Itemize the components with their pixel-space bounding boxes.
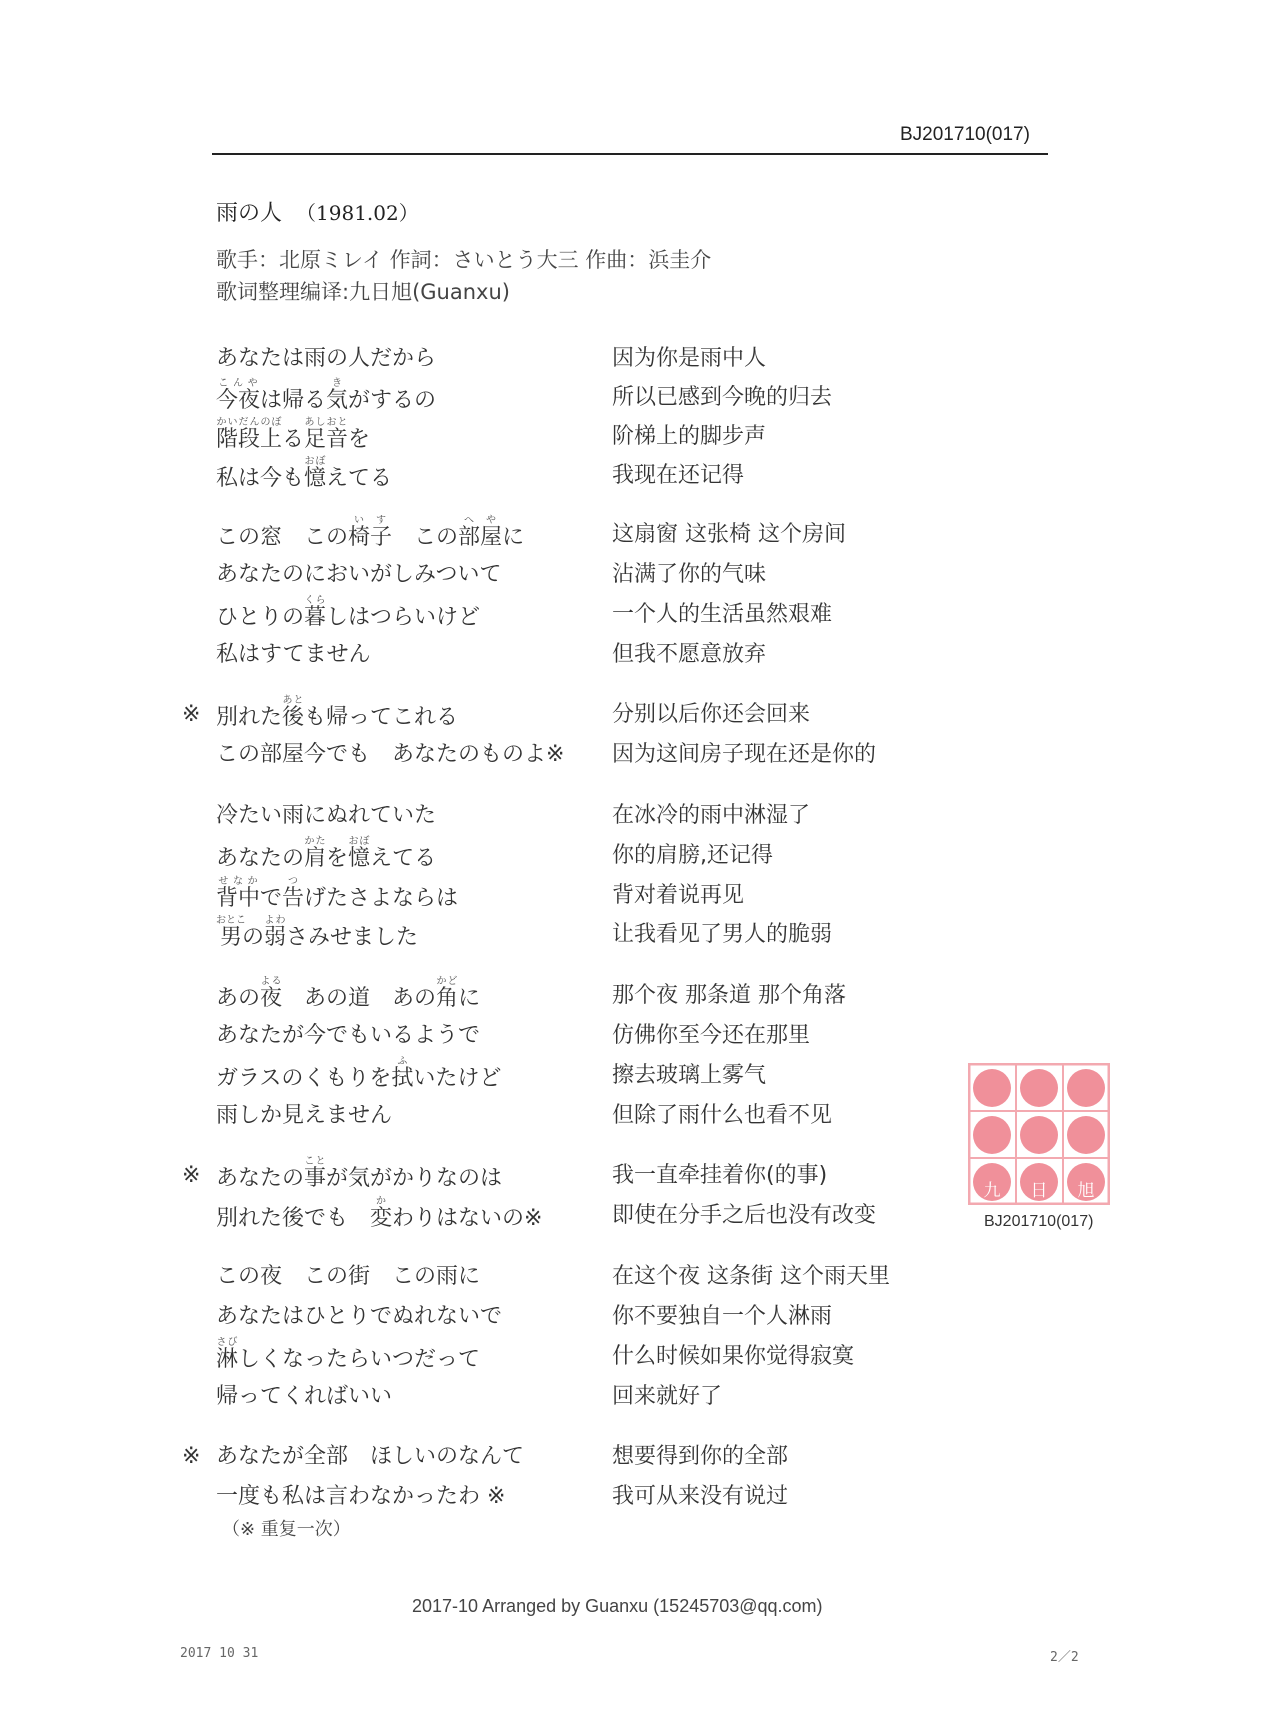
footer-credit: 2017-10 Arranged by Guanxu (15245703@qq.com) <box>412 1596 823 1616</box>
lyric-ja-9: 別れた後あとも帰ってこれる <box>216 695 459 730</box>
song-arranger: 歌词整理编译:九日旭(Guanxu) <box>216 280 510 304</box>
ruby: 部屋へや <box>458 515 503 550</box>
ruby: 拭ふ <box>391 1056 414 1091</box>
seal-dot <box>1067 1116 1105 1154</box>
lyric-zh-19: 我一直牵挂着你(的事) <box>612 1163 828 1188</box>
ruby: 後あと <box>282 695 305 730</box>
lyric-ja-25: あなたが全部 ほしいのなんて <box>216 1444 525 1469</box>
lyric-zh-22: 你不要独自一个人淋雨 <box>612 1304 833 1329</box>
lyric-zh-13: 背对着说再见 <box>612 883 745 908</box>
lyric-zh-23: 什么时候如果你觉得寂寞 <box>612 1344 855 1369</box>
lyric-zh-11: 在冰冷的雨中淋湿了 <box>612 803 811 828</box>
lyric-ja-7: ひとりの暮くらしはつらいけど <box>216 595 481 630</box>
lyric-ja-18: 雨しか見えません <box>216 1103 393 1128</box>
lyric-ja-19: あなたの事ことが気がかりなのは <box>216 1156 503 1191</box>
lyric-zh-6: 沾满了你的气味 <box>612 562 767 587</box>
seal-char: 旭 <box>1077 1181 1095 1201</box>
lyric-zh-1: 因为你是雨中人 <box>612 346 767 371</box>
lyric-ja-21: この夜 この街 この雨に <box>216 1264 481 1289</box>
lyric-ja-20: 別れた後でも 変かわりはないの※ <box>216 1196 543 1231</box>
lyric-zh-10: 因为这间房子现在还是你的 <box>612 742 877 767</box>
lyric-ja-16: あなたが今でもいるようで <box>216 1023 481 1048</box>
song-title-block <box>216 196 419 227</box>
ruby: 椅子いす <box>348 515 393 550</box>
lyric-zh-2: 所以已感到今晚的归去 <box>612 385 833 410</box>
lyric-ja-13: 背中せなかで告つげたさよならは <box>216 876 459 911</box>
lyric-ja-26: 一度も私は言わなかったわ ※ <box>216 1484 506 1509</box>
ruby: 事こと <box>304 1156 327 1191</box>
lyric-ja-17: ガラスのくもりを拭ふいたけど <box>216 1056 502 1091</box>
seal-dot <box>1067 1069 1105 1107</box>
seal-dot <box>973 1116 1011 1154</box>
ruby: 男おとこ <box>216 915 246 950</box>
ruby: 弱よわ <box>264 915 287 950</box>
ruby: 背中せなか <box>216 876 261 911</box>
document-code: BJ201710(017) <box>900 124 1030 145</box>
lyric-ja-12: あなたの肩かたを憶おぼえてる <box>216 836 437 871</box>
seal-code: BJ201710(017) <box>984 1213 1094 1230</box>
lyric-ja-8: 私はすてません <box>216 642 371 667</box>
lyric-ja-11: 冷たい雨にぬれていた <box>216 803 437 828</box>
lyric-zh-25: 想要得到你的全部 <box>612 1444 789 1469</box>
ruby: 今夜こんや <box>216 378 261 413</box>
ruby: 淋さび <box>216 1337 239 1372</box>
lyric-zh-16: 仿佛你至今还在那里 <box>612 1023 811 1048</box>
seal-dot <box>1020 1069 1058 1107</box>
ruby: 憶おぼ <box>304 456 327 491</box>
repeat-mark: ※ <box>182 1444 201 1469</box>
seal-char: 日 <box>1030 1181 1048 1201</box>
lyric-ja-23: 淋さびしくなったらいつだって <box>216 1337 481 1372</box>
footer-date: 2017 10 31 <box>180 1646 259 1661</box>
footer-page-number: 2／2 <box>1050 1650 1079 1665</box>
ruby: 夜よる <box>260 976 283 1011</box>
lyric-ja-24: 帰ってくればいい <box>216 1384 393 1409</box>
lyric-ja-14: 男おとこの弱よわさみせました <box>216 915 419 950</box>
header-rule <box>212 153 1048 155</box>
lyric-zh-14: 让我看见了男人的脆弱 <box>612 922 833 947</box>
ruby: 階段上かいだんのぼ <box>216 417 283 452</box>
lyric-zh-18: 但除了雨什么也看不见 <box>612 1103 833 1128</box>
seal-dot <box>973 1069 1011 1107</box>
repeat-mark: ※ <box>182 1163 201 1188</box>
repeat-note: （※ 重复一次） <box>222 1519 351 1540</box>
lyric-zh-21: 在这个夜 这条街 这个雨天里 <box>612 1264 890 1289</box>
lyric-zh-3: 阶梯上的脚步声 <box>612 424 767 449</box>
ruby: 憶おぼ <box>348 836 371 871</box>
lyric-zh-20: 即使在分手之后也没有改变 <box>612 1203 877 1228</box>
lyric-ja-3: 階段上かいだんのぼる足音あしおとを <box>216 417 371 452</box>
lyric-ja-4: 私は今も憶おぼえてる <box>216 456 393 491</box>
song-year: （1981.02） <box>296 201 419 225</box>
ruby: 変か <box>370 1196 393 1231</box>
lyric-ja-22: あなたはひとりでぬれないで <box>216 1304 503 1329</box>
lyric-zh-17: 擦去玻璃上雾气 <box>612 1063 767 1088</box>
lyric-ja-15: あの夜よる あの道 あの角かどに <box>216 976 481 1011</box>
lyric-zh-5: 这扇窗 这张椅 这个房间 <box>612 522 846 547</box>
lyric-ja-6: あなたのにおいがしみついて <box>216 562 502 587</box>
seal-char: 九 <box>983 1181 1001 1201</box>
lyric-zh-15: 那个夜 那条道 那个角落 <box>612 983 846 1008</box>
lyric-zh-12: 你的肩膀,还记得 <box>612 843 773 868</box>
ruby: 暮くら <box>304 595 327 630</box>
lyric-zh-4: 我现在还记得 <box>612 463 745 488</box>
ruby: 気き <box>326 378 349 413</box>
lyric-ja-5: この窓 この椅子いす この部屋へやに <box>216 515 525 550</box>
ruby: 告つ <box>282 876 305 911</box>
ruby: 肩かた <box>304 836 327 871</box>
ruby: 角かど <box>436 976 459 1011</box>
song-credits: 歌手：北原ミレイ 作詞：さいとう大三 作曲：浜圭介 <box>216 248 712 272</box>
seal-dot <box>1020 1116 1058 1154</box>
lyric-zh-9: 分别以后你还会回来 <box>612 702 811 727</box>
lyric-ja-2: 今夜こんやは帰る気きがするの <box>216 378 437 413</box>
lyric-zh-24: 回来就好了 <box>612 1384 723 1409</box>
lyric-ja-10: この部屋今でも あなたのものよ※ <box>216 742 565 767</box>
lyric-zh-7: 一个人的生活虽然艰难 <box>612 602 833 627</box>
seal-stamp <box>968 1063 1110 1205</box>
ruby: 足音あしおと <box>304 417 349 452</box>
repeat-mark: ※ <box>182 702 201 727</box>
lyric-zh-8: 但我不愿意放弃 <box>612 642 767 667</box>
lyric-zh-26: 我可从来没有说过 <box>612 1484 789 1509</box>
lyric-ja-1: あなたは雨の人だから <box>216 346 437 371</box>
song-title: 雨の人 <box>216 201 283 226</box>
